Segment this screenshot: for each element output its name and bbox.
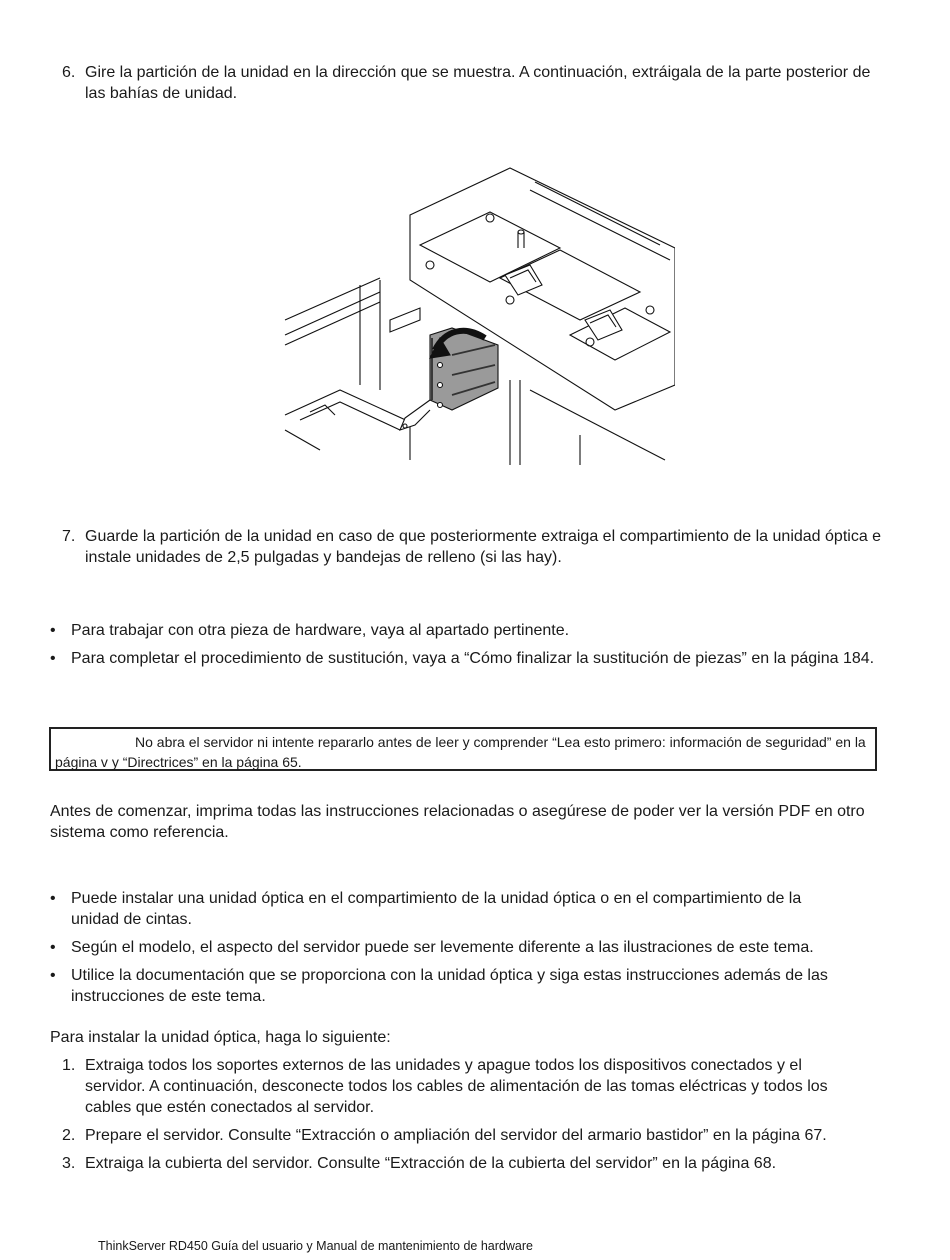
procedure-intro: Para instalar la unidad óptica, haga lo siguiente: xyxy=(50,1029,391,1046)
step-number: 7. xyxy=(62,528,76,545)
next-steps-item xyxy=(50,620,890,641)
step-6 xyxy=(62,62,892,104)
step-text: Guarde la partición de la unidad en caso de que posteriormente extraiga el compartimiento de la unidad óptica e instale unidades de 2,5 pulgadas y bandejas de relleno (si las hay). xyxy=(85,528,882,566)
drive-partition-illustration xyxy=(280,160,675,465)
drive-partition-removal-diagram xyxy=(280,160,675,465)
bullet-text: Según el modelo, el aspecto del servidor puede ser levemente diferente a las ilustraciones de este tema. xyxy=(71,939,814,956)
bullet-marker: • xyxy=(50,622,56,639)
procedure-step-1 xyxy=(62,1055,892,1118)
bullet-marker: • xyxy=(50,650,56,667)
bullet-text: Para trabajar con otra pieza de hardware, vaya al apartado pertinente. xyxy=(71,622,570,639)
procedure-step-2 xyxy=(62,1125,892,1146)
step-7 xyxy=(62,526,892,568)
procedure-step-3 xyxy=(62,1153,892,1174)
bullet-marker: • xyxy=(50,967,56,984)
bullet-marker: • xyxy=(50,939,56,956)
step-number: 6. xyxy=(62,64,76,81)
step-text: Extraiga todos los soportes externos de las unidades y apague todos los dispositivos conectados y el servidor. A continuación, desconecte todos los cables de alimentación de las tomas eléctricas y todos los cables que estén conectados al servidor. xyxy=(85,1057,828,1116)
note-item xyxy=(50,937,890,958)
page-footer: ThinkServer RD450 Guía del usuario y Manual de mantenimiento de hardware xyxy=(98,1239,533,1253)
note-item xyxy=(50,965,890,1007)
note-item xyxy=(50,888,890,930)
bullet-marker: • xyxy=(50,890,56,907)
safety-notice-box xyxy=(49,727,877,771)
step-text: Prepare el servidor. Consulte “Extracción o ampliación del servidor del armario bastidor” en la página 67. xyxy=(85,1127,827,1144)
bullet-text: Para completar el procedimiento de sustitución, vaya a “Cómo finalizar la sustitución de piezas” en la página 184. xyxy=(71,650,875,667)
step-number: 3. xyxy=(62,1155,76,1172)
step-text: Gire la partición de la unidad en la dirección que se muestra. A continuación, extráigala de la parte posterior de las bahías de unidad. xyxy=(85,64,871,102)
step-number: 1. xyxy=(62,1057,76,1074)
bullet-text: Puede instalar una unidad óptica en el compartimiento de la unidad óptica o en el compartimiento de la unidad de cintas. xyxy=(71,890,802,928)
step-text: Extraiga la cubierta del servidor. Consulte “Extracción de la cubierta del servidor” en la página 68. xyxy=(85,1155,777,1172)
notice-text: No abra el servidor ni intente repararlo antes de leer y comprender “Lea esto primero: información de seguridad” en la página v y “Directrices” en la página 65. xyxy=(55,734,866,770)
bullet-text: Utilice la documentación que se proporciona con la unidad óptica y siga estas instrucciones además de las instrucciones de este tema. xyxy=(71,967,828,1005)
step-number: 2. xyxy=(62,1127,76,1144)
intro-paragraph: Antes de comenzar, imprima todas las instrucciones relacionadas o asegúrese de poder ver la versión PDF en otro sistema como referencia. xyxy=(50,803,865,841)
next-steps-item xyxy=(50,648,890,669)
